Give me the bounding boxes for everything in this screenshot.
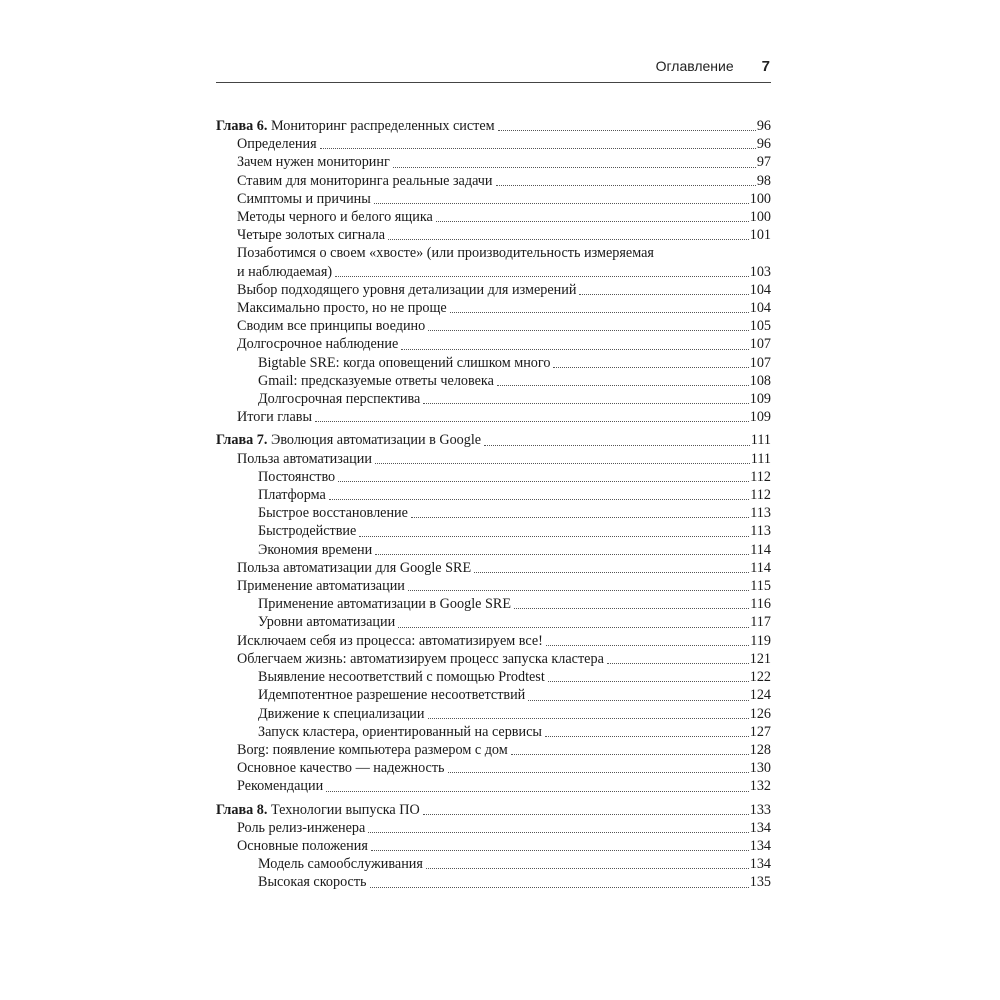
toc-entry-title: Польза автоматизации для Google SRE [237,559,472,576]
dot-leader [546,644,749,646]
toc-page-number: 130 [749,760,771,777]
toc-page-number: 114 [750,541,771,558]
dot-leader [393,166,756,168]
table-of-contents [216,117,771,892]
toc-section-entry[interactable] [216,226,771,244]
toc-entry-title: Определения [237,136,317,153]
dot-leader [426,867,749,869]
dot-leader [315,420,749,422]
page-number: 7 [761,58,770,75]
dot-leader [607,662,749,664]
toc-subsection-entry[interactable] [216,522,771,540]
toc-page-number: 112 [750,487,771,504]
dot-leader [326,790,749,792]
toc-section-entry[interactable] [216,837,771,855]
toc-section-entry[interactable] [216,335,771,353]
toc-entry-title: Итоги главы [237,409,313,426]
toc-entry-title: Экономия времени [258,541,373,558]
dot-leader [498,129,756,131]
toc-section-entry[interactable] [216,777,771,795]
toc-section-entry[interactable] [216,759,771,777]
toc-section-entry[interactable] [216,317,771,335]
toc-subsection-entry[interactable] [216,354,771,372]
toc-section-entry[interactable] [216,577,771,595]
toc-section-entry[interactable] [216,450,771,468]
toc-page-number: 104 [749,300,771,317]
dot-leader [448,771,749,773]
toc-page-number: 121 [749,650,771,667]
dot-leader [450,311,749,313]
toc-entry-title: Высокая скорость [258,874,367,891]
toc-page-number: 117 [750,614,771,631]
toc-page-number: 119 [750,632,771,649]
toc-page-number: 133 [749,801,771,818]
toc-subsection-entry[interactable] [216,723,771,741]
dot-leader [329,498,749,500]
toc-entry-title: Идемпотентное разрешение несоответствий [258,687,526,704]
toc-page-number: 134 [749,856,771,873]
toc-subsection-entry[interactable] [216,686,771,704]
toc-page-number: 113 [750,523,771,540]
toc-page-number: 96 [756,136,771,153]
toc-section-entry[interactable] [216,408,771,426]
toc-section-entry[interactable] [216,281,771,299]
toc-page-number: 124 [749,687,771,704]
toc-entry-title: Основные положения [237,837,368,854]
toc-entry-title: Четыре золотых сигнала [237,227,386,244]
dot-leader [423,402,748,404]
dot-leader [514,607,749,609]
toc-entry-title: Долгосрочное наблюдение [237,336,399,353]
toc-section-entry[interactable] [216,559,771,577]
dot-leader [401,348,748,350]
toc-entry-title-line2: и наблюдаемая) [237,263,333,280]
dot-leader [375,462,750,464]
dot-leader [497,384,749,386]
toc-section-entry[interactable] [216,299,771,317]
header-rule [216,82,771,83]
toc-subsection-entry[interactable] [216,541,771,559]
toc-entry-title: Выбор подходящего уровня детализации для измерений [237,281,577,298]
dot-leader [320,147,756,149]
dot-leader [428,717,749,719]
dot-leader [579,293,748,295]
dot-leader [548,680,749,682]
toc-entry-title: Запуск кластера, ориентированный на сервисы [258,723,542,740]
toc-page-number: 104 [749,281,771,298]
dot-leader [428,329,748,331]
toc-subsection-entry[interactable] [216,705,771,723]
toc-entry-title: Bigtable SRE: когда оповещений слишком много [258,354,551,371]
toc-entry-title: Движение к специализации [258,705,425,722]
toc-entry-title: Долгосрочная перспектива [258,391,421,408]
toc-section-entry[interactable] [216,632,771,650]
toc-entry-title: Облегчаем жизнь: автоматизируем процесс запуска кластера [237,650,604,667]
toc-page-number: 98 [756,172,771,189]
toc-entry-title [216,431,481,449]
dot-leader [371,849,749,851]
toc-entry-title: Симптомы и причины [237,190,371,207]
toc-entry-title: Рекомендации [237,778,324,795]
toc-section-entry[interactable] [216,650,771,668]
toc-entry-title [216,117,495,135]
dot-leader [338,480,749,482]
toc-subsection-entry[interactable] [216,873,771,891]
toc-entry-title-line1: Позаботимся о своем «хвосте» (или производительность измеряемая [237,245,654,262]
toc-page-number: 97 [756,154,771,171]
dot-leader [511,753,749,755]
toc-entry-title: Максимально просто, но не проще [237,300,447,317]
toc-chapter-entry[interactable] [216,117,771,135]
toc-page-number: 111 [750,432,771,449]
toc-entry-line2 [237,263,771,281]
dot-leader [411,516,749,518]
toc-entry-title: Платформа [258,487,326,504]
toc-entry-title: Borg: появление компьютера размером с дом [237,741,508,758]
toc-page-number: 128 [749,741,771,758]
toc-page-number: 122 [749,669,771,686]
toc-page-number: 127 [749,723,771,740]
dot-leader [359,535,749,537]
toc-page-number: 134 [749,819,771,836]
toc-page-number: 107 [749,336,771,353]
dot-leader [374,202,749,204]
toc-page-number: 126 [749,705,771,722]
dot-leader [423,813,749,815]
chapter-title: Мониторинг распределенных систем [270,118,495,134]
dot-leader [370,886,749,888]
dot-leader [335,275,749,277]
dot-leader [545,735,749,737]
toc-subsection-entry[interactable] [216,390,771,408]
toc-section-entry[interactable] [216,741,771,759]
dot-leader [408,589,749,591]
toc-entry-title: Исключаем себя из процесса: автоматизируем все! [237,632,543,649]
chapter-label: Глава 7. [216,432,268,449]
toc-entry-title: Сводим все принципы воедино [237,318,426,335]
toc-page-number: 132 [749,778,771,795]
toc-chapter-entry[interactable] [216,431,771,449]
running-head-section: Оглавление [655,58,734,74]
toc-entry-title: Методы черного и белого ящика [237,209,433,226]
toc-subsection-entry[interactable] [216,668,771,686]
toc-entry-title: Быстродействие [258,523,357,540]
dot-leader [368,831,748,833]
toc-entry-title: Роль релиз-инженера [237,819,366,836]
toc-entry-title: Применение автоматизации [237,578,405,595]
toc-page-number: 116 [750,596,771,613]
toc-entry-title: Модель самообслуживания [258,856,423,873]
toc-subsection-entry[interactable] [216,595,771,613]
toc-section-entry[interactable] [216,819,771,837]
toc-subsection-entry[interactable] [216,613,771,631]
dot-leader [553,366,748,368]
toc-page-number: 112 [750,468,771,485]
chapter-label: Глава 8. [216,801,268,818]
toc-page-number: 100 [749,209,771,226]
toc-page-number: 105 [749,318,771,335]
running-head [216,58,770,75]
toc-entry-title: Зачем нужен мониторинг [237,154,390,171]
toc-section-entry[interactable] [216,135,771,153]
toc-entry-title: Польза автоматизации [237,450,372,467]
toc-page-number: 115 [750,578,771,595]
toc-entry-title: Постоянство [258,468,336,485]
toc-page-number: 101 [749,227,771,244]
toc-subsection-entry[interactable] [216,855,771,873]
chapter-title: Технологии выпуска ПО [270,801,420,818]
toc-entry-title: Применение автоматизации в Google SRE [258,596,512,613]
toc-entry-title: Уровни автоматизации [258,614,396,631]
toc-page-number: 109 [749,391,771,408]
dot-leader [496,184,756,186]
toc-page-number: 113 [750,505,771,522]
dot-leader [375,553,749,555]
toc-subsection-entry[interactable] [216,486,771,504]
toc-page-number: 108 [749,372,771,389]
toc-subsection-entry[interactable] [216,372,771,390]
dot-leader [436,220,749,222]
dot-leader [484,444,750,446]
toc-section-entry[interactable] [216,153,771,171]
toc-page-number: 100 [749,190,771,207]
toc-section-entry[interactable] [216,172,771,190]
toc-page-number: 134 [749,837,771,854]
dot-leader [388,238,749,240]
toc-page-number: 107 [749,354,771,371]
toc-page-number: 103 [749,263,771,280]
toc-section-entry[interactable] [216,244,771,280]
toc-entry-title: Выявление несоответствий с помощью Prodtest [258,669,545,686]
toc-subsection-entry[interactable] [216,468,771,486]
toc-entry-title: Gmail: предсказуемые ответы человека [258,372,494,389]
chapter-title: Эволюция автоматизации в Google [270,432,482,449]
toc-entry-title: Ставим для мониторинга реальные задачи [237,172,493,189]
toc-page-number: 109 [749,409,771,426]
toc-page-number: 114 [750,559,771,576]
dot-leader [474,571,749,573]
toc-page-number: 135 [749,874,771,891]
toc-entry-title [216,801,420,819]
toc-page-number: 111 [750,450,771,467]
toc-page-number: 96 [756,118,771,134]
chapter-label: Глава 6. [216,118,268,134]
dot-leader [398,626,749,628]
toc-entry-title: Основное качество — надежность [237,760,445,777]
toc-section-entry[interactable] [216,208,771,226]
toc-subsection-entry[interactable] [216,504,771,522]
dot-leader [528,699,748,701]
toc-section-entry[interactable] [216,190,771,208]
toc-chapter-entry[interactable] [216,801,771,819]
toc-entry-title: Быстрое восстановление [258,505,408,522]
